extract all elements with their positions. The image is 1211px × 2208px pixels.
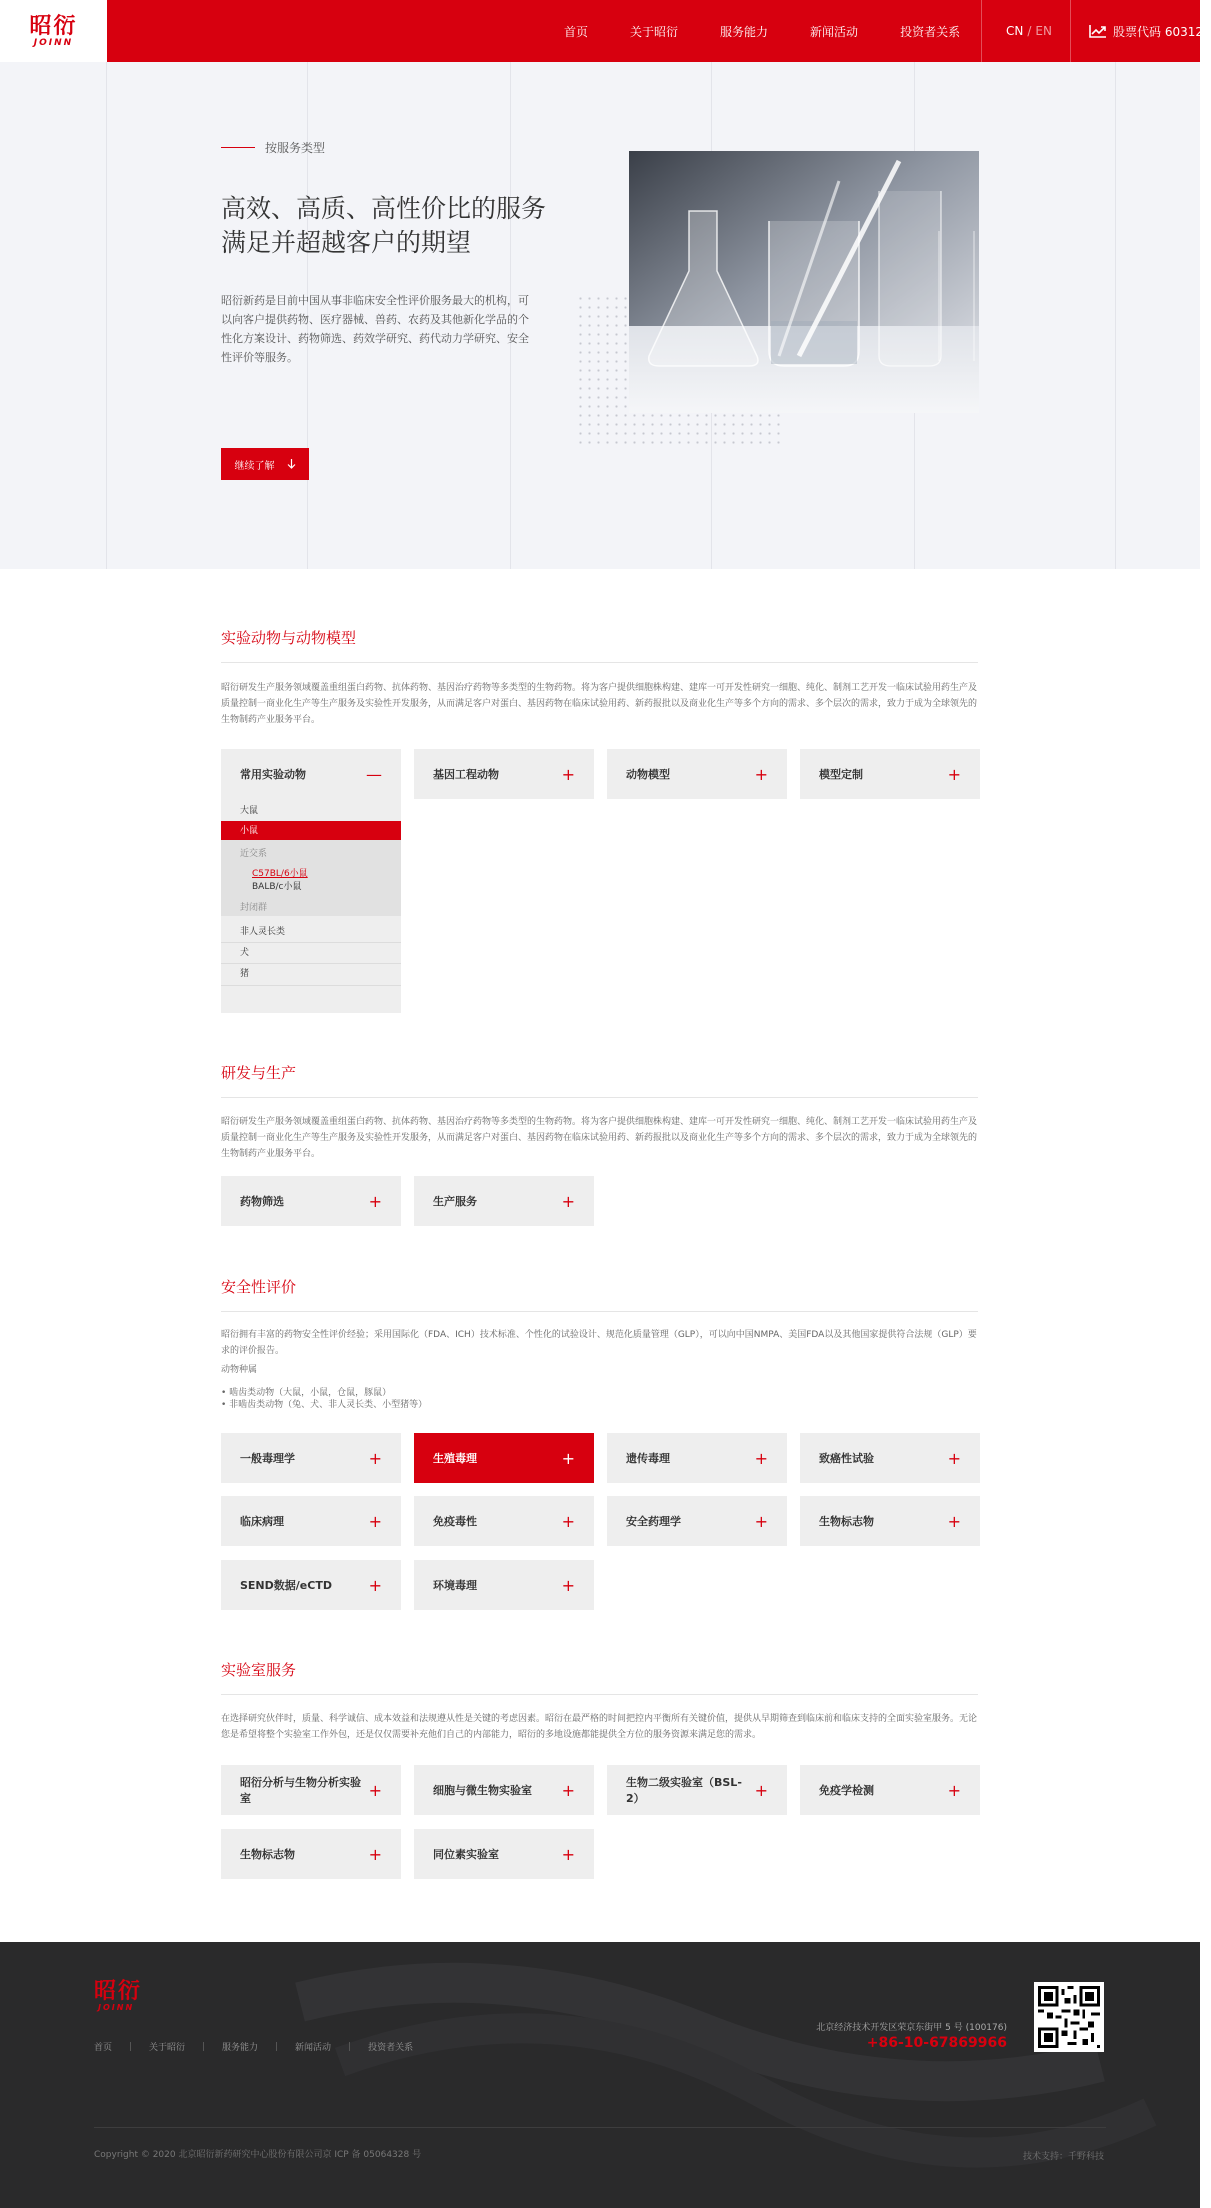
logo-cn: 昭衍 [29, 13, 78, 39]
nav-news[interactable]: 新闻活动 [810, 24, 859, 39]
minus-icon: — [366, 764, 382, 784]
species-nonrodent: • 非啮齿类动物（兔、犬、非人灵长类、小型猪等） [221, 1400, 428, 1410]
stock-code[interactable] [1089, 0, 1211, 62]
card-immunotox[interactable] [414, 1496, 594, 1546]
animal-dropdown [221, 798, 401, 1013]
stock-chart-icon [1089, 24, 1107, 38]
card-bsl2-lab[interactable] [607, 1765, 787, 1815]
card-label: 安全药理学 [626, 1515, 681, 1528]
card-isotope-lab[interactable] [414, 1829, 594, 1879]
lab-glassware-illustration [629, 151, 979, 413]
section-text-safety: 昭衍拥有丰富的药物安全性评价经验；采用国际化（FDA、ICH）技术标准、个性化的试验设计、规范化质量管理（GLP），可以向中国NMPA、美国FDA以及其他国家提供符合法规（GLP）要求的评价报告。 [221, 1330, 977, 1356]
card-label: 动物模型 [626, 768, 670, 781]
card-label: 免疫毒性 [433, 1515, 477, 1528]
footer [0, 1942, 1200, 2208]
logo-en: JOINN [33, 38, 74, 48]
plus-icon: + [947, 764, 961, 784]
card-repro-tox[interactable] [414, 1433, 594, 1483]
card-carcinogenicity[interactable] [800, 1433, 980, 1483]
card-send-ectd[interactable] [221, 1560, 401, 1610]
card-animal-models[interactable] [607, 749, 787, 799]
hero-tag-text: 按服务类型 [265, 141, 326, 155]
card-label: 同位素实验室 [433, 1848, 499, 1861]
section-title-rd: 研发与生产 [221, 1064, 297, 1082]
nav-home[interactable]: 首页 [564, 24, 589, 39]
footer-nav-sep [130, 2042, 131, 2051]
dropdown-item-dog[interactable]: 犬 [240, 948, 250, 958]
tag-dash [221, 147, 255, 148]
section-text-animals: 昭衍研发生产服务领域覆盖重组蛋白药物、抗体药物、基因治疗药物等多类型的生物药物。将为客户提供细胞株构建、建库一可开发性研究一细胞、纯化、制剂工艺开发一临床试验用药生产及质量控制一商业化生产等生产服务及实验性开发服务，从而满足客户对蛋白、基因药物在临床试验用药、新药报批以及商业化生产等多个方向的需求、多个层次的需求，致力于成为全球领先的生物制药产业服务平台。 [221, 683, 978, 725]
footer-divider [94, 2127, 1106, 2128]
plus-icon: + [368, 1844, 382, 1864]
submenu-title-closed[interactable]: 封闭群 [240, 903, 268, 913]
footer-logo-en: JOINN [98, 2003, 135, 2012]
card-label: 生产服务 [433, 1195, 477, 1208]
arrow-down-icon [287, 459, 296, 469]
card-label: 遗传毒理 [626, 1452, 670, 1465]
section-title-safety: 安全性评价 [221, 1278, 297, 1296]
plus-icon: + [561, 764, 575, 784]
plus-icon: + [368, 1191, 382, 1211]
plus-icon: + [561, 1780, 575, 1800]
card-lab-biomarkers[interactable] [221, 1829, 401, 1879]
footer-tech-support[interactable]: 技术支持：千野科技 [1022, 2152, 1104, 2162]
header-divider [981, 0, 982, 62]
card-bioanalysis-lab[interactable] [221, 1765, 401, 1815]
lang-en[interactable]: EN [1035, 24, 1052, 38]
card-model-custom[interactable] [800, 749, 980, 799]
card-cell-micro-lab[interactable] [414, 1765, 594, 1815]
card-label: 生物二级实验室（BSL-2） [626, 1776, 742, 1805]
plus-icon: + [754, 1448, 768, 1468]
card-clinical-pathology[interactable] [221, 1496, 401, 1546]
lang-cn[interactable]: CN [1006, 24, 1024, 38]
nav-about[interactable]: 关于昭衍 [630, 24, 679, 39]
section-text-rd: 昭衍研发生产服务领域覆盖重组蛋白药物、抗体药物、基因治疗药物等多类型的生物药物。将为客户提供细胞株构建、建库一可开发性研究一细胞、纯化、制剂工艺开发一临床试验用药生产及质量控制一商业化生产等生产服务及实验性开发服务，从而满足客户对蛋白、基因药物在临床试验用药、新药报批以及商业化生产等多个方向的需求、多个层次的需求，致力于成为全球领先的生物制药产业服务平台。 [221, 1117, 978, 1159]
dropdown-separator [221, 985, 401, 986]
plus-icon: + [947, 1780, 961, 1800]
species-rodent: • 啮齿类动物（大鼠，小鼠，仓鼠，豚鼠） [221, 1388, 392, 1398]
card-production[interactable] [414, 1176, 594, 1226]
section-divider [221, 1097, 978, 1098]
plus-icon: + [368, 1448, 382, 1468]
logo[interactable] [0, 0, 107, 62]
footer-nav-investors[interactable]: 投资者关系 [368, 2043, 414, 2053]
card-label: 生物标志物 [819, 1515, 874, 1528]
header-divider [1070, 0, 1071, 62]
card-label: 基因工程动物 [433, 768, 499, 781]
stock-code-text: 股票代码 603127 [1113, 24, 1211, 39]
section-title-animals: 实验动物与动物模型 [221, 629, 357, 647]
card-label: 昭衍分析与生物分析实验室 [240, 1776, 361, 1805]
qr-code [1034, 1982, 1104, 2052]
plus-icon: + [754, 1780, 768, 1800]
hero-description: 昭衍新药是目前中国从事非临床安全性评价服务最大的机构，可以向客户提供药物、医疗器械、兽药、农药及其他新化学品的个性化方案设计、药物筛选、药效学研究、药代动力学研究、安全性评价等服务。 [221, 294, 529, 364]
grid-line [1115, 62, 1116, 569]
footer-nav-home[interactable]: 首页 [94, 2043, 113, 2053]
dropdown-item-mouse[interactable]: 小鼠 [221, 821, 401, 841]
nav-investors[interactable]: 投资者关系 [900, 24, 961, 39]
card-label: 免疫学检测 [819, 1784, 874, 1797]
hero-section [0, 62, 1200, 569]
card-label: 致癌性试验 [819, 1452, 874, 1465]
plus-icon: + [754, 1511, 768, 1531]
dropdown-item-rat[interactable]: 大鼠 [240, 806, 259, 816]
footer-nav-services[interactable]: 服务能力 [222, 2043, 259, 2053]
card-general-tox[interactable] [221, 1433, 401, 1483]
footer-logo[interactable] [94, 1979, 142, 2012]
language-switch [1006, 0, 1052, 62]
card-label: 环境毒理 [433, 1579, 477, 1592]
card-label: 模型定制 [819, 768, 863, 781]
plus-icon: + [754, 764, 768, 784]
grid-line [106, 62, 107, 569]
card-label: 药物筛选 [240, 1195, 284, 1208]
footer-nav [94, 2040, 413, 2053]
submenu-item-balb[interactable]: BALB/c小鼠 [252, 882, 302, 892]
footer-address: 北京经济技术开发区荣京东街甲 5 号 (100176) [816, 2023, 1007, 2033]
footer-nav-news[interactable]: 新闻活动 [295, 2043, 332, 2053]
hero-title-line2: 满足并超越客户的期望 [221, 228, 472, 257]
card-label: 一般毒理学 [240, 1452, 295, 1465]
card-label: 生物标志物 [240, 1848, 295, 1861]
mouse-submenu [221, 840, 401, 916]
lang-separator: / [1027, 24, 1032, 38]
section-text-lab: 在选择研究伙伴时，质量、科学诚信、成本效益和法规遵从性是关键的考虑因素。昭衍在最严格的时间把控内平衡所有关键价值，提供从早期筛查到临床前和临床支持的全面实验室服务。无论您是希望将整个实验室工作外包，还是仅仅需要补充他们自己的内部能力，昭衍的多地设施都能提供全方位的服务资源来满足您的需求。 [221, 1714, 978, 1740]
card-safety-pharm[interactable] [607, 1496, 787, 1546]
plus-icon: + [561, 1844, 575, 1864]
footer-nav-sep [349, 2042, 350, 2051]
plus-icon: + [368, 1780, 382, 1800]
plus-icon: + [561, 1511, 575, 1531]
card-drug-screening[interactable] [221, 1176, 401, 1226]
main-nav [564, 0, 1002, 62]
plus-icon: + [561, 1575, 575, 1595]
plus-icon: + [947, 1448, 961, 1468]
plus-icon: + [561, 1448, 575, 1468]
dropdown-item-pig[interactable]: 猪 [240, 969, 250, 979]
card-label: 细胞与微生物实验室 [433, 1784, 532, 1797]
top-header [0, 0, 1211, 62]
submenu-title-inbred: 近交系 [240, 849, 268, 859]
card-label: SEND数据/eCTD [240, 1579, 332, 1592]
card-genetic-tox[interactable] [607, 1433, 787, 1483]
footer-nav-sep [203, 2042, 204, 2051]
species-title: 动物种属 [221, 1365, 258, 1375]
card-label: 临床病理 [240, 1515, 284, 1528]
footer-copyright: Copyright © 2020 北京昭衍新药研究中心股份有限公司京 ICP 备 05064328 号 [94, 2150, 422, 2160]
card-genetic-animals[interactable] [414, 749, 594, 799]
footer-nav-about[interactable]: 关于昭衍 [149, 2043, 186, 2053]
card-label: 生殖毒理 [433, 1452, 477, 1465]
dropdown-item-primate[interactable]: 非人灵长类 [240, 927, 286, 937]
section-divider [221, 1311, 978, 1312]
plus-icon: + [368, 1575, 382, 1595]
section-divider [221, 1694, 978, 1695]
section-title-lab: 实验室服务 [221, 1661, 297, 1679]
qr-code-icon [1038, 1986, 1100, 2048]
lab-glassware-image [629, 151, 979, 413]
nav-services[interactable]: 服务能力 [720, 24, 769, 39]
plus-icon: + [947, 1511, 961, 1531]
card-biomarkers[interactable] [800, 1496, 980, 1546]
plus-icon: + [368, 1511, 382, 1531]
footer-phone[interactable]: +86-10-67869966 [866, 2035, 1007, 2051]
learn-more-button[interactable] [221, 448, 309, 480]
submenu-item-c57[interactable]: C57BL/6小鼠 [252, 869, 308, 879]
footer-logo-cn: 昭衍 [94, 1978, 143, 2004]
section-divider [221, 662, 978, 663]
card-env-tox[interactable] [414, 1560, 594, 1610]
learn-more-label: 继续了解 [234, 460, 275, 472]
plus-icon: + [561, 1191, 575, 1211]
hero-title-line1: 高效、高质、高性价比的服务 [221, 194, 547, 223]
footer-wave-decoration [0, 1942, 1200, 2208]
hero-title [221, 192, 546, 260]
hero-tag [221, 139, 325, 156]
card-label: 常用实验动物 [240, 768, 306, 781]
card-common-animals[interactable] [221, 749, 401, 799]
footer-nav-sep [276, 2042, 277, 2051]
card-immunoassay[interactable] [800, 1765, 980, 1815]
